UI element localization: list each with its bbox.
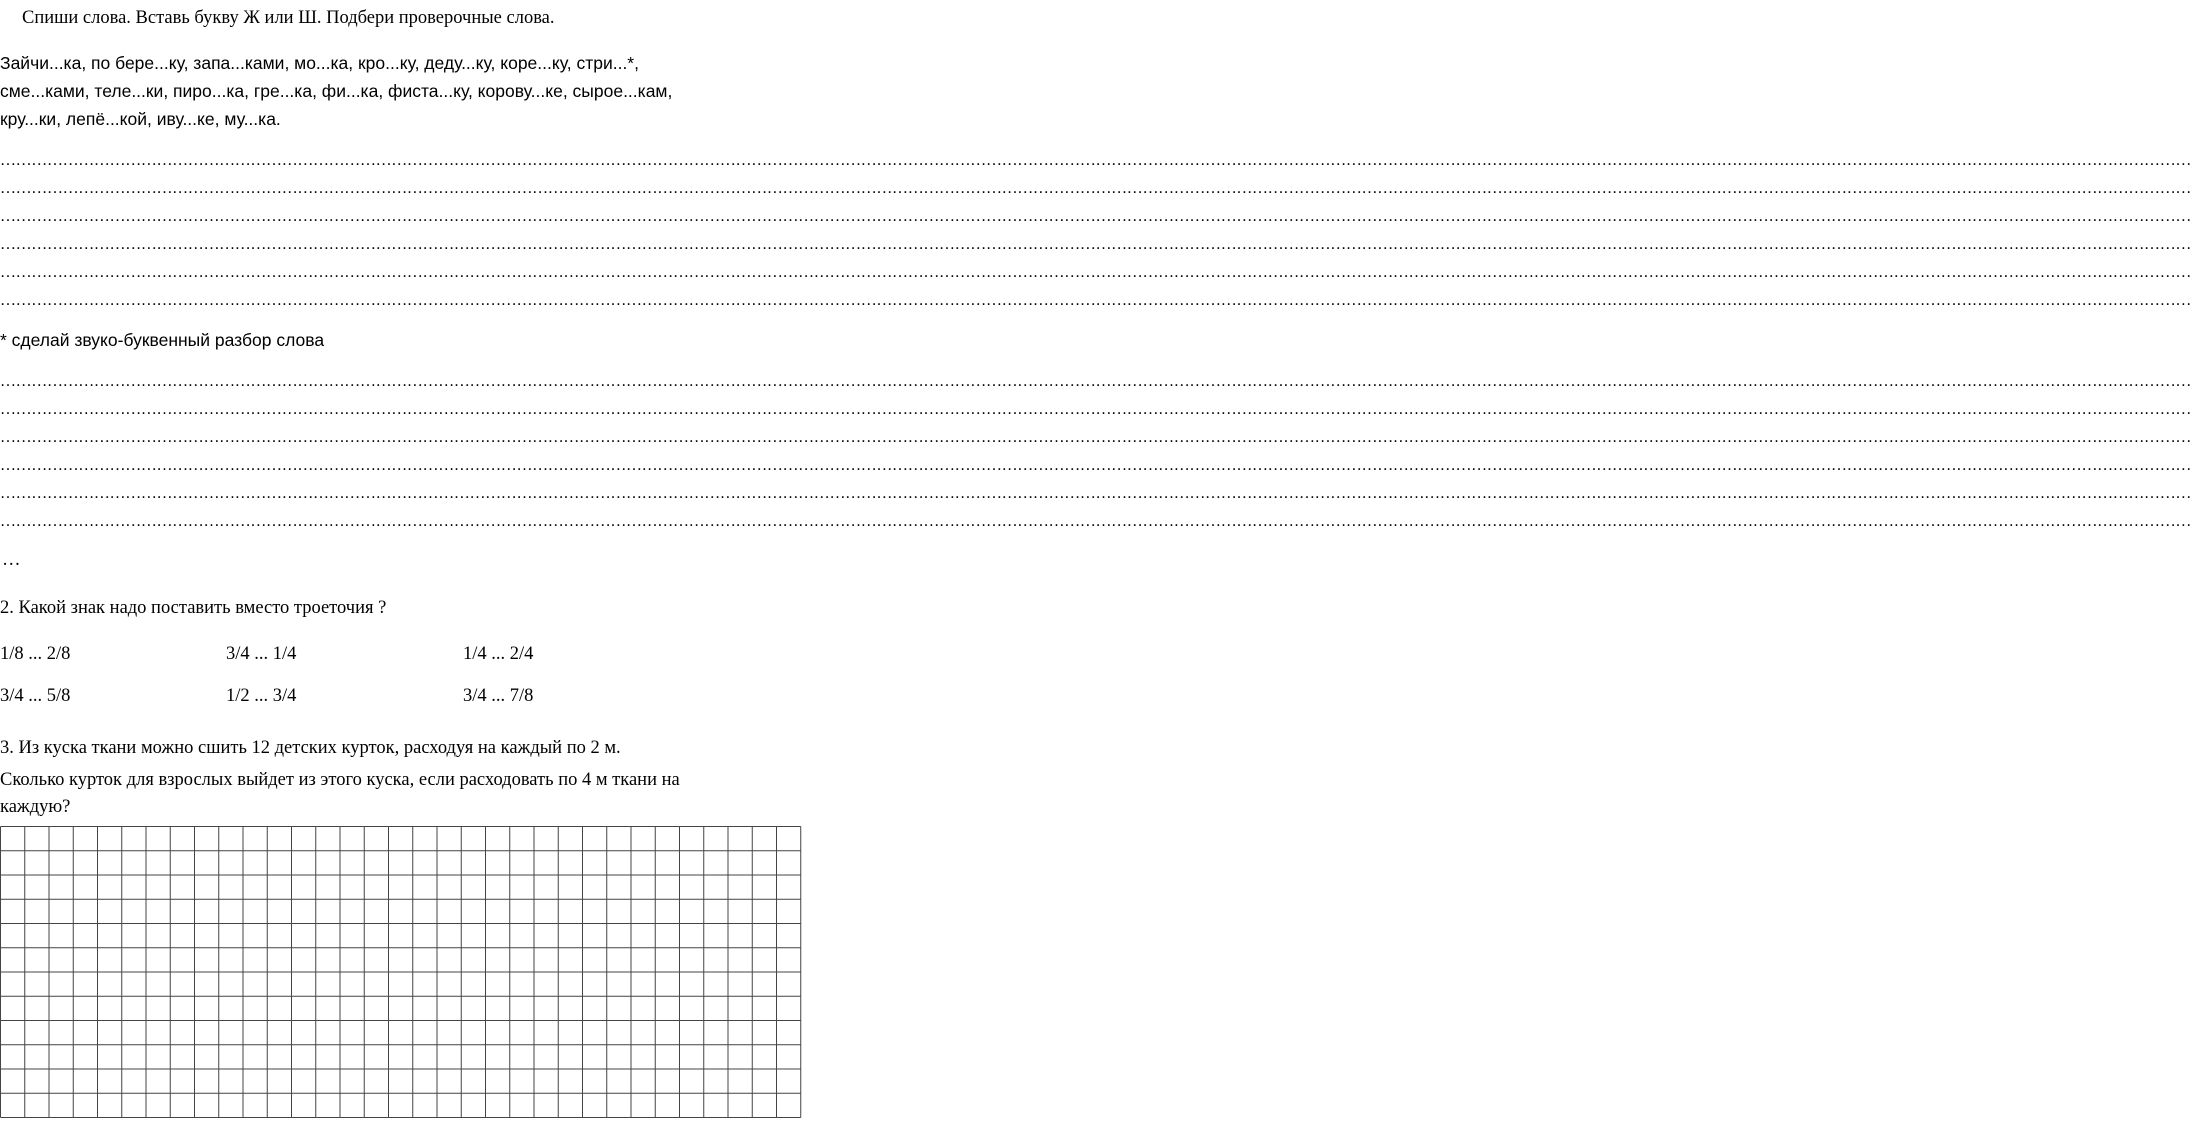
answer-dotted-line: …………………………………………………………………………………………………………………………………………………………………………………………………………………………………………………………………………………………………………………………………………………………………………………… [0,152,2191,169]
trailing-ellipsis: … [2,550,21,570]
answer-dotted-line: …………………………………………………………………………………………………………………………………………………………………………………………………………………………………………………………………………………………………………………………………………………………………………………… [0,264,2191,281]
fraction-comparison: 3/4 ... 1/4 [226,644,297,664]
task3-line-2: Сколько курток для взрослых выйдет из этого куска, если расходовать по 4 м ткани на [0,770,680,790]
task1-words-line-2: сме...ками, теле...ки, пиро...ка, гре...ка, фи...ка, фиста...ку, корову...ке, сырое...кам, [0,81,673,101]
answer-dotted-line: …………………………………………………………………………………………………………………………………………………………………………………………………………………………………………………………………………………………………………………………………………………………………………………… [0,429,2191,446]
task3-line-1: 3. Из куска ткани можно сшить 12 детских курток, расходуя на каждый по 2 м. [0,738,621,758]
task1-words-line-3: кру...ки, лепё...кой, иву...ке, му...ка. [0,109,281,129]
answer-dotted-line: …………………………………………………………………………………………………………………………………………………………………………………………………………………………………………………………………………………………………………………………………………………………………………………… [0,513,2191,530]
answer-dotted-line: …………………………………………………………………………………………………………………………………………………………………………………………………………………………………………………………………………………………………………………………………………………………………………………… [0,485,2191,502]
answer-dotted-line: …………………………………………………………………………………………………………………………………………………………………………………………………………………………………………………………………………………………………………………………………………………………………………………… [0,208,2191,225]
answer-dotted-line: …………………………………………………………………………………………………………………………………………………………………………………………………………………………………………………………………………………………………………………………………………………………………………………… [0,180,2191,197]
task1-instruction: Спиши слова. Вставь букву Ж или Ш. Подбери проверочные слова. [22,8,555,28]
answer-dotted-line: …………………………………………………………………………………………………………………………………………………………………………………………………………………………………………………………………………………………………………………………………………………………………………………… [0,373,2191,390]
task1-note: * сделай звуко-буквенный разбор слова [0,330,325,350]
answer-dotted-line: …………………………………………………………………………………………………………………………………………………………………………………………………………………………………………………………………………………………………………………………………………………………………………………… [0,457,2191,474]
fraction-comparison: 1/4 ... 2/4 [463,644,534,664]
answer-dotted-line: …………………………………………………………………………………………………………………………………………………………………………………………………………………………………………………………………………………………………………………………………………………………………………………… [0,401,2191,418]
answer-dotted-line: …………………………………………………………………………………………………………………………………………………………………………………………………………………………………………………………………………………………………………………………………………………………………………………… [0,292,2191,309]
answer-dotted-line: …………………………………………………………………………………………………………………………………………………………………………………………………………………………………………………………………………………………………………………………………………………………………………………… [0,236,2191,253]
fraction-comparison: 1/8 ... 2/8 [0,644,71,664]
task3-line-3: каждую? [0,797,71,817]
task2-question: 2. Какой знак надо поставить вместо троеточия ? [0,598,387,618]
fraction-comparison: 1/2 ... 3/4 [226,686,297,706]
fraction-comparison: 3/4 ... 7/8 [463,686,534,706]
fraction-comparison: 3/4 ... 5/8 [0,686,71,706]
task1-words-line-1: Зайчи...ка, по бере...ку, запа...ками, мо...ка, кро...ку, деду...ку, коре...ку, стри...*, [0,53,639,73]
answer-grid [0,826,816,1118]
